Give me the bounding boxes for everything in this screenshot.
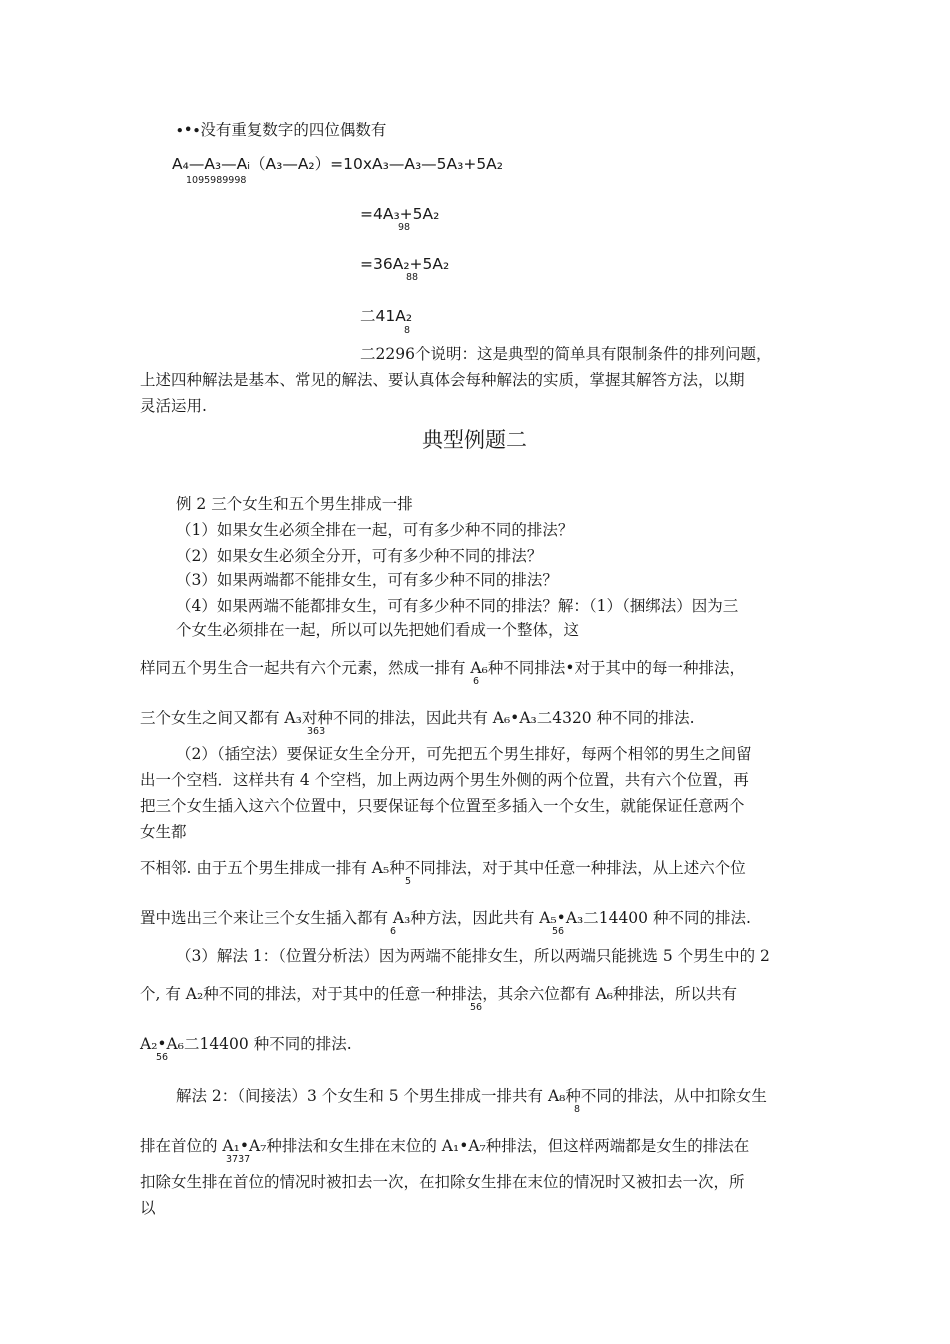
formula-line: =4A₃+5A₂ [360, 205, 440, 223]
formula-subscript: 56 [470, 1002, 483, 1013]
question-line: （2）如果女生必须全分开，可有多少种不同的排法？ [176, 547, 543, 565]
text-line: 上述四种解法是基本、常见的解法、要认真体会每种解法的实质，掌握其解答方法，以期 [140, 371, 745, 389]
text-line: 女生都 [140, 823, 187, 841]
text-line: 不相邻. 由于五个男生排成一排有 A₅种不同排法，对于其中任意一种排法，从上述六个位 [140, 859, 746, 877]
formula-subscript: 5 [405, 876, 412, 887]
text-line: 样同五个男生合一起共有六个元素，然成一排有 A₆种不同排法•对于其中的每一种排法， [140, 659, 745, 677]
text-line: A₂•A₆二14400 种不同的排法. [140, 1035, 352, 1053]
question-line: （4）如果两端不能都排女生，可有多少种不同的排法？解：（1）（捆绑法）因为三 [176, 597, 739, 615]
text-line: 以 [140, 1199, 156, 1217]
formula-line: =36A₂+5A₂ [360, 255, 450, 273]
formula-line: A₄—A₃—Aᵢ（A₃—A₂）=10xA₃—A₃—5A₃+5A₂ [172, 155, 504, 173]
formula-subscript: 56 [156, 1052, 169, 1063]
formula-subscript: 6 [473, 676, 480, 687]
formula-subscript: 3737 [226, 1154, 251, 1165]
formula-subscript: 88 [406, 272, 419, 283]
text-line: 三个女生之间又都有 A₃对种不同的排法，因此共有 A₆•A₃二4320 种不同的排法. [140, 709, 695, 727]
section-heading: 典型例题二 [422, 428, 527, 452]
formula-subscript: 8 [404, 325, 411, 336]
text-line: 二2296个说明：这是典型的简单具有限制条件的排列问题， [360, 345, 772, 363]
question-line: （1）如果女生必须全排在一起，可有多少种不同的排法？ [176, 521, 574, 539]
formula-subscript: 1095989998 [186, 175, 247, 186]
text-line: 置中选出三个来让三个女生插入都有 A₃种方法，因此共有 A₅•A₃二14400 种不同的排法. [140, 909, 751, 927]
formula-subscript: 56 [552, 926, 565, 937]
example-title: 例 2 三个女生和五个男生排成一排 [176, 495, 413, 513]
text-line: 出一个空档．这样共有 4 个空档，加上两边两个男生外侧的两个位置，共有六个位置，再 [140, 771, 749, 789]
text-line: 扣除女生排在首位的情况时被扣去一次，在扣除女生排在末位的情况时又被扣去一次，所 [140, 1173, 745, 1191]
text-line: （2）（插空法）要保证女生全分开，可先把五个男生排好，每两个相邻的男生之间留 [176, 745, 752, 763]
text-line: （3）解法 1：（位置分析法）因为两端不能排女生，所以两端只能挑选 5 个男生中的 2 [176, 947, 770, 965]
formula-subscript: 8 [574, 1104, 581, 1115]
text-line: 个, 有 A₂种不同的排法，对于其中的任意一种排法，其余六位都有 A₆种排法，所以共有 [140, 985, 738, 1003]
text-line: 个女生必须排在一起，所以可以先把她们看成一个整体，这 [176, 621, 580, 639]
formula-subscript: 6 [390, 926, 397, 937]
text-line: 把三个女生插入这六个位置中，只要保证每个位置至多插入一个女生，就能保证任意两个 [140, 797, 745, 815]
text-line: 排在首位的 A₁•A₇种排法和女生排在末位的 A₁•A₇种排法，但这样两端都是女生的排法在 [140, 1137, 750, 1155]
formula-line: 二41A₂ [360, 307, 413, 325]
text-line: 灵活运用. [140, 397, 207, 415]
text-line: 解法 2：（间接法）3 个女生和 5 个男生排成一排共有 A₈种不同的排法，从中扣除女生 [176, 1087, 767, 1105]
formula-subscript: 363 [307, 726, 326, 737]
question-line: （3）如果两端都不能排女生，可有多少种不同的排法？ [176, 571, 558, 589]
formula-subscript: 98 [398, 222, 411, 233]
text-line: ∙•∙没有重复数字的四位偶数有 [176, 121, 387, 139]
